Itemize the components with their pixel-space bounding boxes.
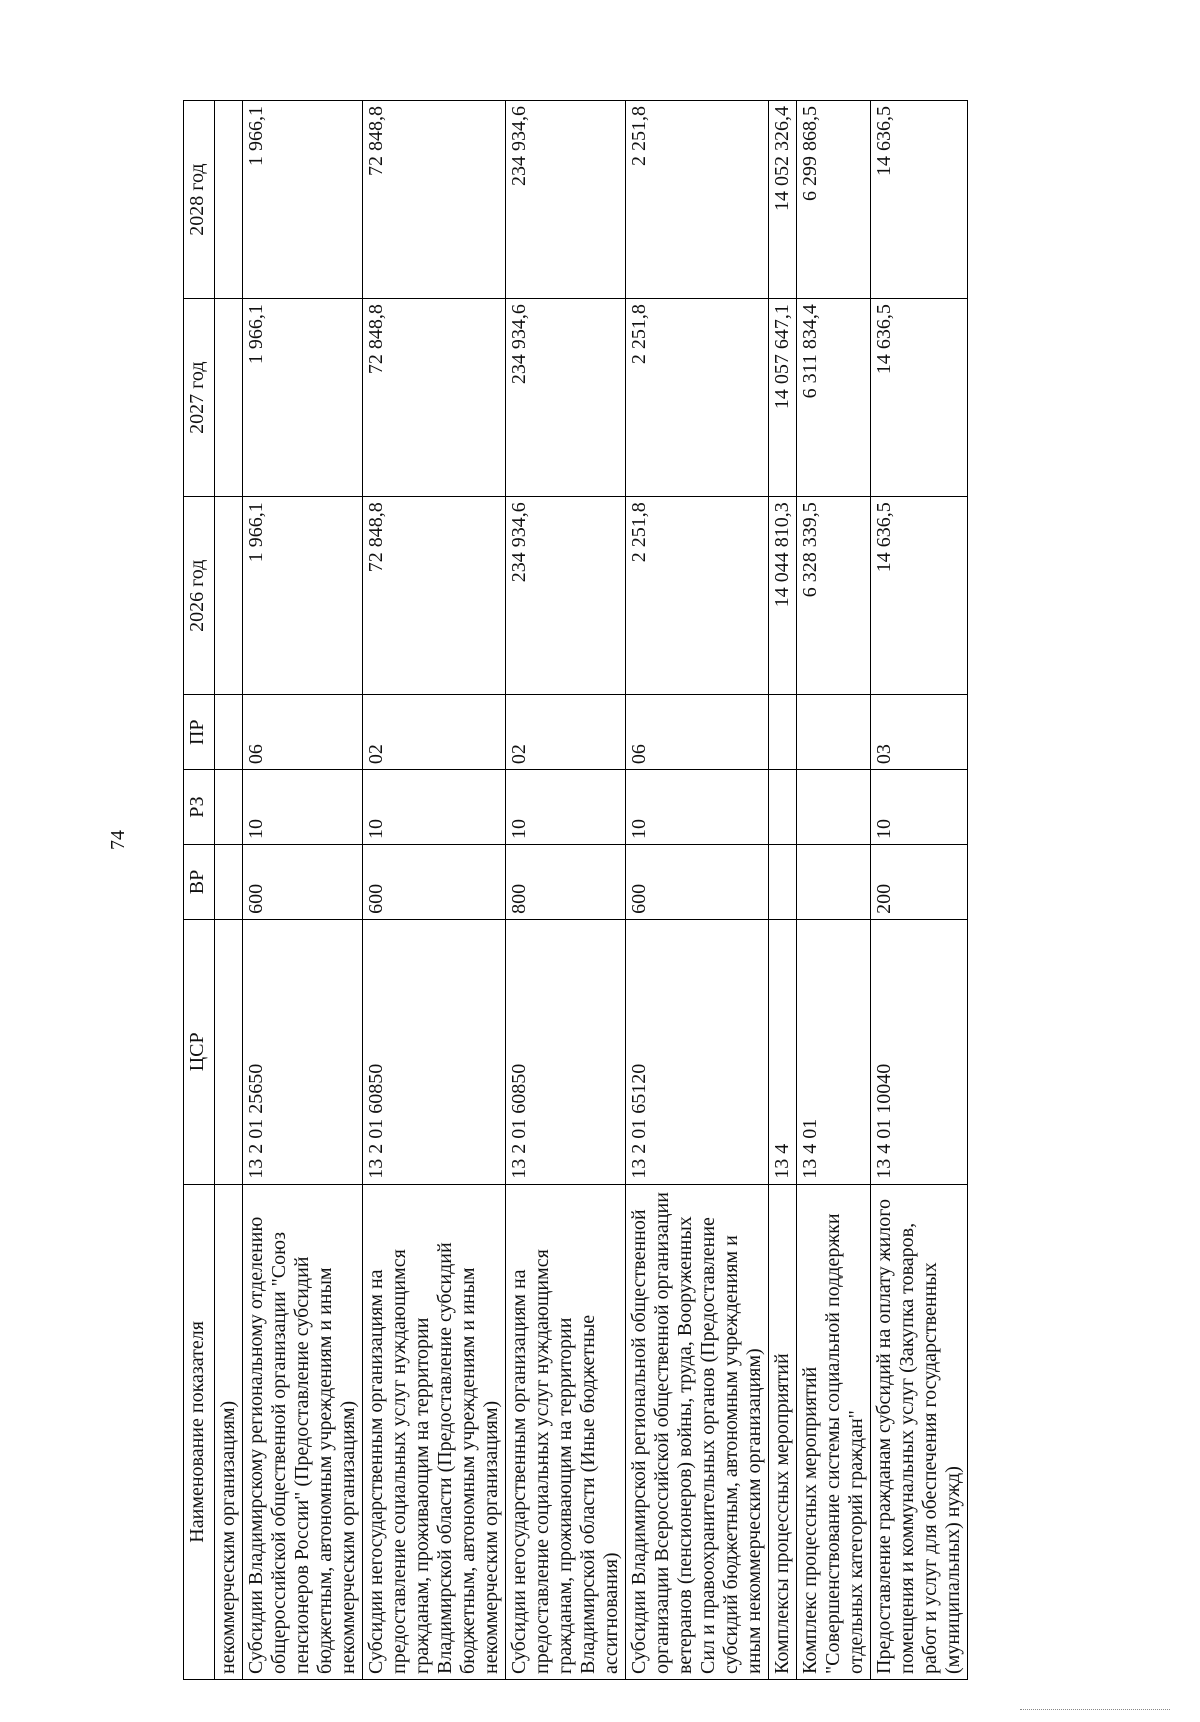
row-pr: 02: [506, 695, 626, 770]
row-vr: 800: [506, 845, 626, 920]
table-row: [363, 101, 506, 1680]
header-vr: ВР: [184, 845, 215, 920]
row-vr: [797, 845, 871, 920]
row-rz: [769, 770, 797, 845]
row-csr: 13 2 01 60850: [363, 919, 506, 1184]
row-2027: 6 311 834,4: [797, 299, 871, 497]
row-2026: 72 848,8: [363, 497, 506, 695]
row-2026: 6 328 339,5: [797, 497, 871, 695]
row-vr: 600: [626, 845, 769, 920]
header-2027: 2027 год: [184, 299, 215, 497]
row-csr: 13 2 01 60850: [506, 919, 626, 1184]
row-name: Комплекс процессных мероприятий "Совершенствование системы социальной поддержки отдельных категорий граждан": [797, 1184, 871, 1679]
carryover-text: некоммерческим организациям): [215, 1184, 243, 1679]
row-vr: [769, 845, 797, 920]
row-csr: 13 2 01 65120: [626, 919, 769, 1184]
row-2027: 2 251,8: [626, 299, 769, 497]
row-name: Субсидии негосударственным организациям на предоставление социальных услуг нуждающимся гражданам, проживающим на территории Владимирской области (Иные бюджетные ассигнования): [506, 1184, 626, 1679]
row-rz: 10: [626, 770, 769, 845]
table-row: [797, 101, 871, 1680]
table-row: [506, 101, 626, 1680]
row-2026: 2 251,8: [626, 497, 769, 695]
table-row: [626, 101, 769, 1680]
row-name: Предоставление гражданам субсидий на оплату жилого помещения и коммунальных услуг (Закупка товаров, работ и услуг для обеспечения государственных (муниципальных) нужд): [871, 1184, 968, 1679]
row-2028: 1 966,1: [243, 101, 363, 299]
row-csr: 13 4 01 10040: [871, 919, 968, 1184]
row-vr: 600: [363, 845, 506, 920]
row-2027: 234 934,6: [506, 299, 626, 497]
budget-table: [183, 100, 968, 1680]
table-header-row: [184, 101, 215, 1680]
row-2026: 14 044 810,3: [769, 497, 797, 695]
row-name: Комплексы процессных мероприятий: [769, 1184, 797, 1679]
row-pr: 06: [243, 695, 363, 770]
rotated-table-wrapper: [183, 100, 1200, 1674]
row-2028: 2 251,8: [626, 101, 769, 299]
row-csr: 13 2 01 25650: [243, 919, 363, 1184]
row-rz: 10: [871, 770, 968, 845]
row-name: Субсидии негосударственным организациям на предоставление социальных услуг нуждающимся гражданам, проживающим на территории Владимирской области (Предоставление субсидий бюджетным, автономным учреждениям и иным некоммерческим организациям): [363, 1184, 506, 1679]
row-2027: 72 848,8: [363, 299, 506, 497]
row-pr: 02: [363, 695, 506, 770]
header-2026: 2026 год: [184, 497, 215, 695]
row-2026: 234 934,6: [506, 497, 626, 695]
row-2028: 14 052 326,4: [769, 101, 797, 299]
row-2027: 1 966,1: [243, 299, 363, 497]
row-rz: 10: [243, 770, 363, 845]
rotated-table-inner: [183, 100, 1083, 1680]
row-2028: 72 848,8: [363, 101, 506, 299]
row-2028: 6 299 868,5: [797, 101, 871, 299]
row-2027: 14 636,5: [871, 299, 968, 497]
row-2026: 1 966,1: [243, 497, 363, 695]
row-rz: 10: [363, 770, 506, 845]
table-row: [769, 101, 797, 1680]
row-csr: 13 4 01: [797, 919, 871, 1184]
header-rz: РЗ: [184, 770, 215, 845]
table-row: [243, 101, 363, 1680]
row-rz: 10: [506, 770, 626, 845]
row-vr: 200: [871, 845, 968, 920]
header-name: Наименование показателя: [184, 1184, 215, 1679]
row-pr: 06: [626, 695, 769, 770]
table-row: [871, 101, 968, 1680]
scan-edge-mark: [1020, 1709, 1170, 1714]
row-vr: 600: [243, 845, 363, 920]
row-2027: 14 057 647,1: [769, 299, 797, 497]
row-pr: 03: [871, 695, 968, 770]
row-pr: [769, 695, 797, 770]
row-2028: 234 934,6: [506, 101, 626, 299]
table-row-carryover: [215, 101, 243, 1680]
header-csr: ЦСР: [184, 919, 215, 1184]
row-name: Субсидии Владимирскому региональному отделению общероссийской общественной организации "Союз пенсионеров России" (Предоставление субсидий бюджетным, автономным учреждениям и иным некоммерческим организациям): [243, 1184, 363, 1679]
row-2028: 14 636,5: [871, 101, 968, 299]
page-number: 74: [106, 830, 129, 850]
row-csr: 13 4: [769, 919, 797, 1184]
header-pr: ПР: [184, 695, 215, 770]
row-rz: [797, 770, 871, 845]
row-name: Субсидии Владимирской региональной общественной организации Всероссийской общественной организации ветеранов (пенсионеров) войны, труда, Вооруженных Сил и правоохранительных органов (Предоставление субсидий бюджетным, автономным учреждениям и иным некоммерческим организациям): [626, 1184, 769, 1679]
header-2028: 2028 год: [184, 101, 215, 299]
row-pr: [797, 695, 871, 770]
row-2026: 14 636,5: [871, 497, 968, 695]
